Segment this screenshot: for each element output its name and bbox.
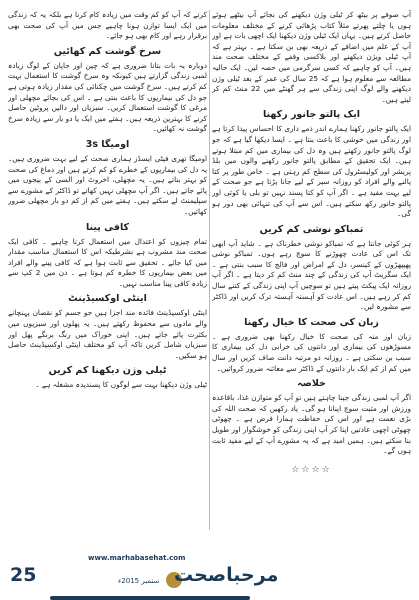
page-number: 25 [10, 564, 37, 586]
section-heading: ٹیلی وژن دیکھنا کم کریں [48, 365, 167, 377]
end-stars: ☆☆☆☆ [291, 464, 332, 475]
article-column-left [8, 10, 207, 530]
paragraph: آپ صوفے پر بیٹھ کر ٹیلی وژن دیکھنے کی بجائے آپ بیٹھے ہوئے ہوں یا چلتے پھرتے مثلاً کتاب پڑھائی کرنے کے مختلف معلومات حاصل کرتے ہیں۔ یہاں ایک ٹیلی وژن دیکھنا ایک اچھی بات ہے اور آپ کے علم میں اضافے کے ذریعہ بھی بن سکتا ہے ۔ بہتر ہے کہ آپ ٹیلی ویژن دیکھنے اور بلاکسی وقفے کے مختلف صحت مند ہیں۔ آپ کو چاہیے کہ کسی سرگرمی میں حصہ لیں۔ ایک حالیہ مطالعہ سے معلوم ہوا ہے کہ 25 سال کی عمر کے بعد ٹیلی وژن دیکھنے والے لوگ اپنی زندگی سے ہر گھنٹے میں 22 منٹ کم کر لیتے ہیں۔ [212, 10, 411, 104]
paragraph: ہر کوئی جانتا ہے کہ تمباکو نوشی خطرناک ہے ۔ شاید آپ ابھی تک اس کی عادت چھوڑنے کا سوچ رہے ہوں۔ تمباکو نوشی پھیپھڑوں کے کینسر، دل کے امراض اور فالج کا سبب بنتی ہے ۔ ایک سگریٹ آپ کی زندگی کے چند منٹ کم کر دیتا ہے ۔ اگر آپ روزانہ ایک پیکٹ پیتے ہیں تو سوچیں آپ اپنی زندگی کے کتنے سال کم کر رہے ہیں۔ اس عادت کو آہستہ آہستہ ترک کریں اور ڈاکٹر سے مشورہ لیں۔ [212, 238, 411, 312]
paragraph: ٹیلی وژن دیکھنا بہت سے لوگوں کا پسندیدہ مشغلہ ہے ۔ [35, 380, 207, 390]
section-heading: سرخ گوشت کم کھائیں [53, 45, 162, 57]
page-footer [0, 538, 419, 595]
section-heading: خلاصہ [297, 378, 326, 390]
paragraph: دوبارہ یہ بات بتانا ضروری ہے کہ چین اور جاپان کے لوگ زیادہ لمبی زندگی گزارتے ہیں کیونکہ وہ سرخ گوشت کا استعمال بہت کم کرتے ہیں۔ سرخ گوشت میں چکنائی کی مقدار زیادہ ہوتی ہے جو دل کی بیماریوں کا باعث بنتی ہے ۔ اس کی بجائے مچھلی اور مرغی کا گوشت استعمال کریں۔ سبزیاں اور دالیں پروٹین حاصل کرنے کا بہترین ذریعہ ہیں۔ ہفتے میں ایک یا دو بار سے زیادہ سرخ گوشت نہ کھائیں۔ [8, 60, 207, 134]
paragraph: ایک پالتو جانور رکھنا ہمارے اندر ذمے داری کا احساس پیدا کرتا ہے اور زندگی میں خوشی کا باعث بنتا ہے ۔ ایسا دیکھا گیا ہے کہ جو لوگ پالتو جانور رکھتے ہیں وہ دل کی بیماری میں کم مبتلا ہوتے ہیں۔ ایک تحقیق کے مطابق پالتو جانور رکھنے والوں میں بلڈ پریشر اور کولیسٹرول کی سطح کم رہتی ہے ۔ خاص طور پر کتا پالنے والے افراد کو روزانہ سیر کے لیے جانا پڑتا ہے جو صحت کے لیے بہت مفید ہے ۔ اگر آپ کو کتا پسند نہیں تو بلی یا کوئی اور پالتو جانور رکھ سکتے ہیں۔ اس سے آپ کی تنہائی بھی دور ہو گی۔ [212, 124, 411, 219]
website-url: www.marhabasehat.com [88, 554, 186, 562]
section-heading: ایک پالتو جانور رکھنا [262, 109, 361, 121]
paragraph: تمام چیزوں کو اعتدال میں استعمال کرنا چاہیے ۔ کافی ایک صحت مند مشروب ہے بشرطیکہ اس کا استعمال مناسب مقدار میں کیا جائے ۔ تحقیق سے ثابت ہوا ہے کہ کافی پینے والے افراد میں بعض بیماریوں کا خطرہ کم ہوتا ہے ۔ دن میں 2 کپ سے زیادہ کافی پینا مناسب نہیں۔ [8, 236, 207, 288]
paragraph: اومیگا تھری فیٹی ایسڈز ہماری صحت کے لیے بہت ضروری ہیں۔ یہ دل کی بیماریوں کے خطرے کو کم کرتے ہیں اور دماغ کی صحت کو بہتر بناتے ہیں۔ یہ مچھلی، اخروٹ اور السی کے بیجوں میں پائے جاتے ہیں۔ اگر آپ مچھلی نہیں کھاتے تو ڈاکٹر کے مشورے سے سپلیمنٹ لے سکتے ہیں۔ ہفتے میں کم از کم دو بار مچھلی ضرور کھائیں۔ [8, 153, 207, 216]
section-heading: اومیگا 3s [85, 138, 130, 150]
magazine-logo [40, 548, 279, 590]
paragraph: اینٹی اوکسیڈینٹ فائدہ مند اجزا ہیں جو جسم کو نقصان پہنچانے والے مادوں سے محفوظ رکھتے ہیں۔ یہ پھلوں اور سبزیوں میں بکثرت پائے جاتے ہیں۔ اپنی خوراک میں رنگ برنگے پھل اور سبزیاں شامل کریں تاکہ آپ کو مختلف اینٹی اوکسیڈینٹ حاصل ہو سکیں۔ [8, 308, 207, 360]
section-heading: اینٹی اوکسیڈینٹ [68, 293, 147, 305]
section-heading: زبان کی صحت کا خیال رکھنا [244, 316, 379, 328]
section-heading: کافی پینا [85, 221, 130, 233]
paragraph: کرتے کہ آپ کو کم وقت میں زیادہ کام کرنا ہے بلکہ یہ کہ زندگی میں ایک ایسا توازن ہونا چاہیے جس میں آپ کی صحت بھی برقرار رہے اور کام بھی ہو جائے۔ [8, 10, 207, 41]
section-heading: تمباکو نوشی کم کریں [259, 223, 364, 235]
logo-underline [50, 596, 250, 600]
article-column-right [212, 10, 411, 530]
paragraph: زبان اور منہ کی صحت کا خیال رکھنا بھی ضروری ہے ۔ مسوڑھوں کی بیماری اور دانتوں کی خرابی دل کی بیماری کا سبب بن سکتی ہے ۔ روزانہ دو مرتبہ دانت صاف کریں اور سال میں کم از کم ایک بار دانتوں کے ڈاکٹر سے معائنہ ضرور کروائیں۔ [212, 331, 411, 373]
paragraph: اگر آپ لمبی زندگی جینا چاہتے ہیں تو آپ کو متوازن غذا، باقاعدہ ورزش اور مثبت سوچ اپنانا ہو گی۔ یاد رکھیں کہ صحت اللہ کی بڑی نعمت ہے اور اس کی حفاظت ہمارا فرض ہے ۔ چھوٹی چھوٹی اچھی عادتیں اپنا کر آپ اپنی زندگی کو خوشگوار اور طویل بنا سکتے ہیں۔ ہمیں امید ہے کہ یہ مشورے آپ کے لیے مفید ثابت ہوں گے۔ [212, 393, 411, 456]
magazine-name: مرحباصحت [174, 564, 279, 586]
column-divider [209, 10, 210, 530]
issue-date: ستمبر 2015ء [118, 577, 160, 585]
